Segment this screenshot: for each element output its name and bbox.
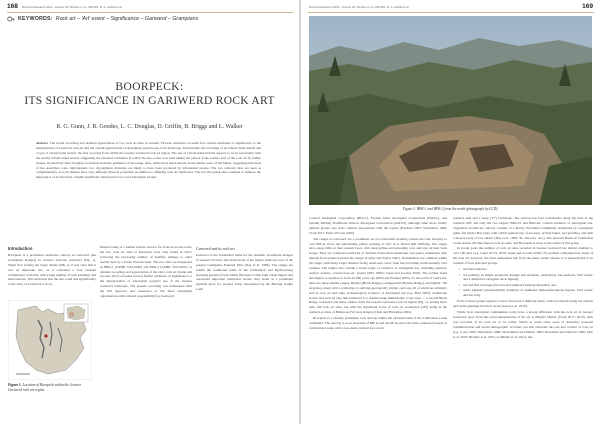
left-journal-reference: Rock Art Research 2022 - Volume 39, Number 2, pp. 168-181. R. G. GUNN et al. xyxy=(22,5,123,9)
right-col2-paragraph-3: Each of these groups appears to have flowered at different times, with red stencils being the earliest and white paintings the most recent (Gunn et al. 2019). xyxy=(453,299,593,309)
article-title-line2: ITS SIGNIFICANCE IN GARIWERD ROCK ART xyxy=(24,95,275,107)
intro-paragraph-1: Boorpeck is a prominent sandstone outcrop in Gariwerd (the Grampians Ranges) in western Victoria, Australia (Fig. 1). When first visiting the larger shelter (BK-1), it was clear that it was an important site, as it contained a very unusual combination of motifs, with a high number of both paintings and hand stencils. This indicated that the site could add significantly to the story of Gariwerd rock art. xyxy=(8,252,96,287)
left-header-rule xyxy=(7,12,293,13)
keyword-key-icon xyxy=(7,15,15,23)
right-page xyxy=(301,0,600,424)
right-col2-paragraph-1: northern side and a steep (37°) backslope. The outcrop has four rockshelters along the base of the northern cliff, but only the two largest, BPK-01 and BPK-02, contain evidence of Aboriginal use. Vegetation around the outcrop consists of a Rocky Woodland community dominated by Grampians gums and Oyster Bay pines with a thick understorey of tea-trees, prickly hakea, and grevillea, and with a diverse array of low shrubs (Day et al. 1984: 42, and pers. obs.). The elevated Basin of Cultivation Creek houses 28 other known rock art sites, and Boorpeck is close to the centre of this group. xyxy=(453,216,593,245)
left-col1 xyxy=(8,245,96,297)
left-page-number: 168 xyxy=(7,3,18,10)
right-col1 xyxy=(309,216,447,418)
right-header-rule xyxy=(308,12,594,13)
article-title-line1: BOORPECK: xyxy=(115,81,184,93)
keywords-label: KEYWORDS: xyxy=(18,16,53,22)
right-journal-reference: Rock Art Research 2022 - Volume 39, Number 2, pp. 168-181. R. G. GUNN et al. xyxy=(309,5,410,9)
right-col2 xyxy=(453,216,593,418)
figure1-caption-text: Location of Boorpeck within the Greater Gariwerd rock art region. xyxy=(8,383,82,392)
list-item: • red painting in simple geometric designs and elements, particularly tree-surfaces, 'bird tracks' and a distinctive elongated stick-figures); xyxy=(459,273,593,283)
right-col2-paragraph-2: In recent years the number of rock art sites recorded in Greater Gariwerd has almost doubled to over 160 sites (e.g. Gunn 2017a, 2019; Gunn and Goodes 2020). No updated comprehensive study of the rock art, however, has been undertaken but, from the many earlier studies, it is apparent that it art consists of four principal groups: xyxy=(453,246,593,266)
figure1-label: Figure 1. xyxy=(8,383,22,387)
figure1-caption xyxy=(8,383,94,392)
boorpeck-photograph xyxy=(309,16,592,205)
right-col1-paragraph-2: The ranges of Gariwerd are a prominent set of north-south trending cuestas that rise abruptly to over 800 m above the surrounding plains, peaking at 1167 m at Duwul (Mt William). The ranges have steep cliffs on their eastern faces, with deep gullies and spreading rock outcrops on their back slopes. They are composed primarily of Silurian-Ordovician sandstones and quartz sandstones with alluvial flood plains between the ranges (Cayley and Taylor 1997). Rockshelters are common within the range, with many larger shelters facing north-east, away from the prevailing south-westerly cold weather. The ranges also contain a broad range of evidence of Aboriginal use, including quarries, artefact scatters, scarred trees etc. (Gunn 1983, 1987a; Gunn and Goodes 2020). The earliest dated Aboriginal occupation is from 22 000 years ago (Bird and Frankel 2005). To the north of Gariwerd, there are three smaller ranges, Bunnyi (Black Range), Gringgarabil (Dundas Range), and Djurid / Mt Arapiles), along with a scattering of outlying geologically similar outcrops, all of which are similarly rich in rock art and other archaeological evidence of Aboriginal use (e.g. Bird 1983). Traditional stories and rock art also link Gariwerd to a granite range immediately to the west — a second Black Range. Gariwerd and these outliers form the Greater Gariwerd rock art region (Fig. 1), having more than 140 rock art sites, but with the significant focus of rock art production (all?) being in the northern portion of Bullarook (Victoria Range) (Clark and Harradine 2002). xyxy=(309,236,447,315)
left-page xyxy=(0,0,299,424)
list-item: • white pigment (predominantly paintings of animated anthropomorphous figures, 'bird tracks' and bar sets). xyxy=(459,288,593,298)
left-col2 xyxy=(100,245,192,417)
intro-heading: Introduction xyxy=(8,246,33,251)
list-item: • red hand stencils; xyxy=(459,267,593,272)
abstract-text: The recent recording and detailed appreciation of two rock art sites in western Victoria, Australia, revealed five curious attributes of significance to the interpretation of Gariwerd rock art and the overall appreciation of Aboriginal people's use of its landscape. In particular, the recording of an infant's hand stencil and a type of variant hand stencil, the first recorded from within the Greater Gariwerd rock art region. The use of variant hand stencils appears to be in association with the nearby infant's hand stencil, suggesting the elevated catchment in which the site occurs was used during the period of the earliest part of the rock art by family groups, in relatively short foraging excursions from the perimeter of the range. Also, while most hand stencils in the shelter were of left hands, suggesting that most of the stencillers were right-handed, two dry-pigment drawings are likely to have been produced by left-handed people. The two adjacent sites are seen as complementary, as both shelters have very different physical properties in addition to differing rock art repertoires. The two Boorpeck sites continue to enhance the importance of Gariwerd as a highly significant cultural place for local Aboriginal people. xyxy=(36,141,261,180)
gariwerd-paragraph: Gariwerd is the Traditional name for the dramatic Grampians Ranges in western Victoria. The main block of the ranges forms the area of the present Grampians National Park (Day et al. 1984). The ranges are within the traditional lands of the Jardwadjali and Djabwurrung speaking peoples (Clark 1990). Because of their high visual impact and associated important traditional stories, they stand as a prominent spiritual place for peoples today represented by the Barengi Gadjin Land xyxy=(196,252,293,292)
right-col1-paragraph-1: Council Aboriginal Corporation (BGLC), Eastern Maar Aboriginal Corporation (EMAC), and Gunditj Mirring Traditional Owners Aboriginal Corporation (GMTO), although other more widely defined groups also have cultural associations with the region (Presland 1983; Wettenhall 1999; Clark 2017; Parks Victoria 2020). xyxy=(309,216,447,235)
right-col1-paragraph-3: Boorpeck is a visually prominent rock outcrop within the elevated basin of the Cultivation Creek catchment. The outcrop is at an elevation of 680 m and sits 90 m above the inter-connected waters of Cultivation Creek, with a two-metre vertical face on its xyxy=(309,316,447,330)
rock-art-groups-list xyxy=(459,267,593,298)
abstract xyxy=(36,141,261,237)
list-item: • red and first drawings (bar sets and animated anthropomorphic); and xyxy=(459,283,593,288)
keywords-values: Rock art – 'Art' event – Significance – Gariwerd – Grampians xyxy=(55,16,199,22)
intro-paragraph-2: Despite being at a named feature and not far from an access track, the two rock art sites at Boorpeck were only found in 2013, following the increasing number of bushfire damage to other nearby sites by a Parks Victoria team. The two sites are designated as BPK-1 (VAHR 7323-0290) and BPK-2 (VAHR 7323-0291). A detailed recording and appreciation of the site's rock art (Gunn and Goodes 2021) revealed several further attributes of significance to the interpretation of Aboriginal people's use of the Greater Gariwerd landscape. The present recording was undertaken with the full approval and assistance of the three Aboriginal organisations with cultural responsibility for Gariwerd. xyxy=(100,245,192,299)
article-authors: R. G. Gunn, J. R. Goodes, L. C. Douglas, D. Griffin, B. Briggs and L. Walker xyxy=(56,124,243,130)
gariwerd-subheading: Gariwerd and its rock art xyxy=(196,247,235,251)
location-map-figure xyxy=(8,300,92,380)
abstract-label: Abstract. xyxy=(36,141,49,145)
right-col2-paragraph-4: While local Aboriginal communities today have a strong affiliation with the rock art of Greater Gariwerd, apart from the racial interpretation of the art at Bunjil's Shelter (Clark 2017; 2019), little was recorded of its rock art or its artists. While in some other areas of Australia, personal communication and recent ethnographic accounts can still elaborate the role and context of rock art (e.g. Lowe 1980; Mountford 1968; Mowaljarlai and Malnic 1993; Rosenfeld and Sullivan 1989; May et al. 2019; Bradley et al. 2021; Goldhahn et al. 2021), due xyxy=(453,310,593,339)
keywords-line xyxy=(7,15,198,23)
right-page-number: 169 xyxy=(582,3,593,10)
left-col3 xyxy=(196,245,293,417)
figure2-caption: Figure 2. BPK-1 and BPK-2 from the north (photograph by LCD). xyxy=(402,207,499,211)
